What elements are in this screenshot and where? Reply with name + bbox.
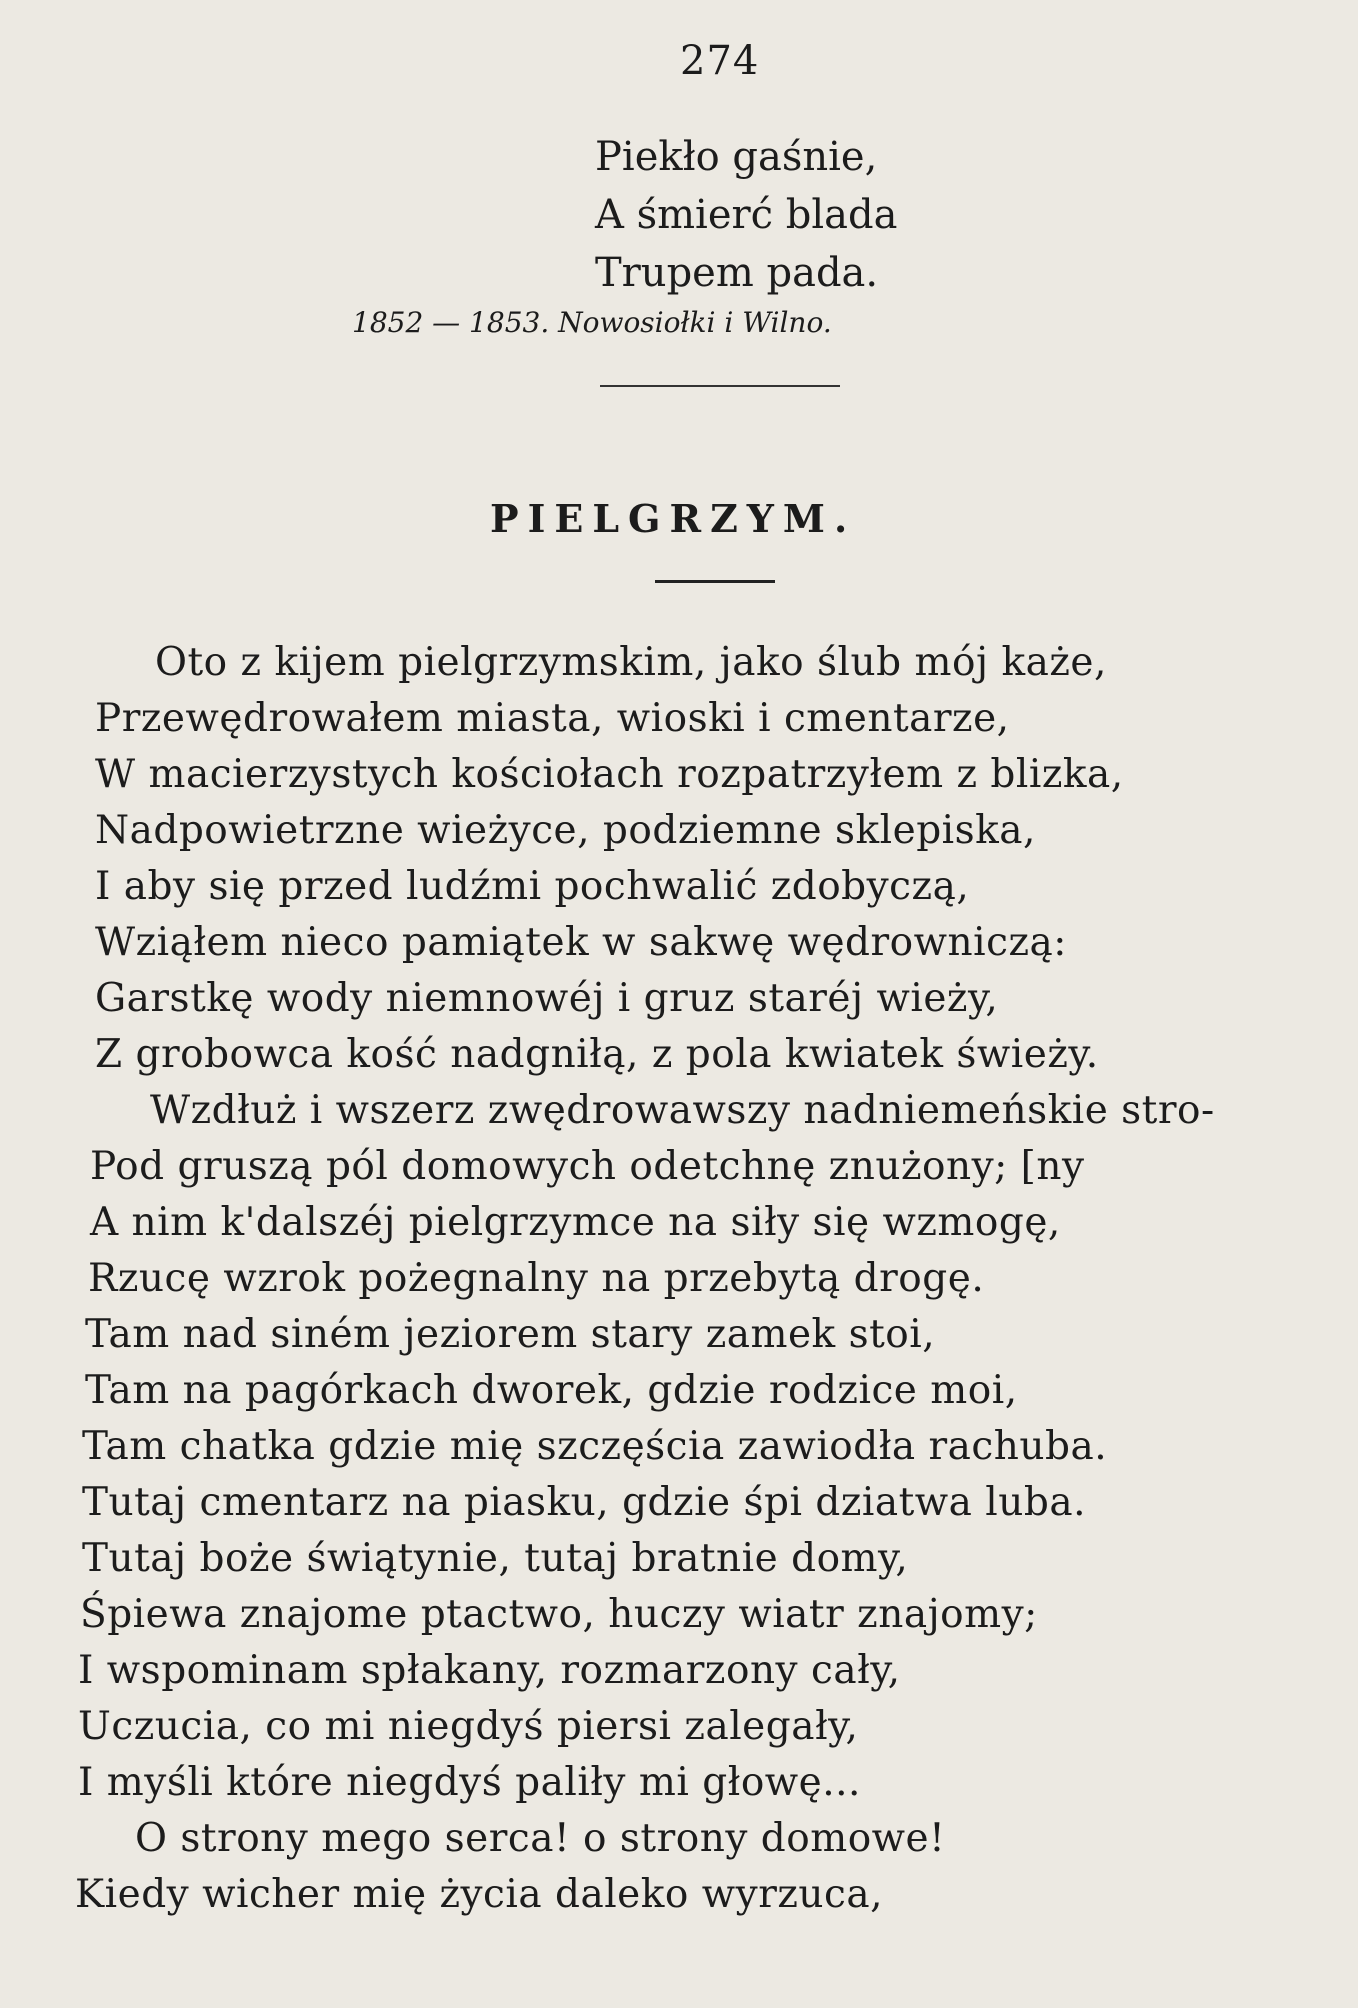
title-underline [655, 580, 775, 583]
poem-title: PIELGRZYM. [490, 496, 857, 541]
poem-line: Kiedy wicher mię życia daleko wyrzuca, [75, 1872, 883, 1917]
poem-line: Tam na pagórkach dworek, gdzie rodzice moi, [85, 1368, 1018, 1413]
poem-line: Wzdłuż i wszerz zwędrowawszy nadniemeńskie stro- [150, 1088, 1215, 1133]
poem-line: Tam chatka gdzie mię szczęścia zawiodła rachuba. [82, 1424, 1108, 1469]
poem-line: W macierzystych kościołach rozpatrzyłem z blizka, [95, 752, 1124, 797]
poem-line: Rzucę wzrok pożegnalny na przebytą drogę. [88, 1256, 985, 1301]
poem-line: Wziąłem nieco pamiątek w sakwę wędrowniczą: [95, 920, 1067, 965]
closing-line: Trupem pada. [595, 250, 879, 296]
poem-line: Pod gruszą pól domowych odetchnę znużony; [ny [90, 1144, 1085, 1189]
poem-line: Uczucia, co mi niegdyś piersi zalegały, [78, 1704, 859, 1749]
poem-line: Tutaj cmentarz na piasku, gdzie śpi dziatwa luba. [82, 1480, 1087, 1525]
closing-line: Piekło gaśnie, [595, 134, 878, 180]
poem-line: A nim k'dalszéj pielgrzymce na siły się wzmogę, [90, 1200, 1061, 1245]
poem-line: Tutaj boże świątynie, tutaj bratnie domy, [82, 1536, 909, 1581]
section-divider [600, 385, 840, 387]
poem-line: Garstkę wody niemnowéj i gruz staréj wieży, [95, 976, 999, 1021]
page-number: 274 [680, 38, 760, 84]
poem-line: I aby się przed ludźmi pochwalić zdobyczą, [95, 864, 970, 909]
closing-line: A śmierć blada [595, 192, 898, 238]
poem-line: Oto z kijem pielgrzymskim, jako ślub mój każe, [155, 640, 1107, 685]
poem-line: Tam nad siném jeziorem stary zamek stoi, [85, 1312, 936, 1357]
poem-line: Przewędrowałem miasta, wioski i cmentarze, [95, 696, 1010, 741]
poem-line: Nadpowietrzne wieżyce, podziemne sklepiska, [95, 808, 1036, 853]
poem-line: I myśli które niegdyś paliły mi głowę... [78, 1760, 861, 1805]
poem-line: Z grobowca kość nadgniłą, z pola kwiatek świeży. [95, 1032, 1099, 1077]
poem-line: O strony mego serca! o strony domowe! [135, 1816, 946, 1861]
poem-line: I wspominam spłakany, rozmarzony cały, [78, 1648, 901, 1693]
poem-line: Śpiewa znajome ptactwo, huczy wiatr znajomy; [80, 1592, 1038, 1637]
dateline: 1852 — 1853. Nowosiołki i Wilno. [352, 306, 832, 339]
closing-stanza [595, 128, 897, 302]
